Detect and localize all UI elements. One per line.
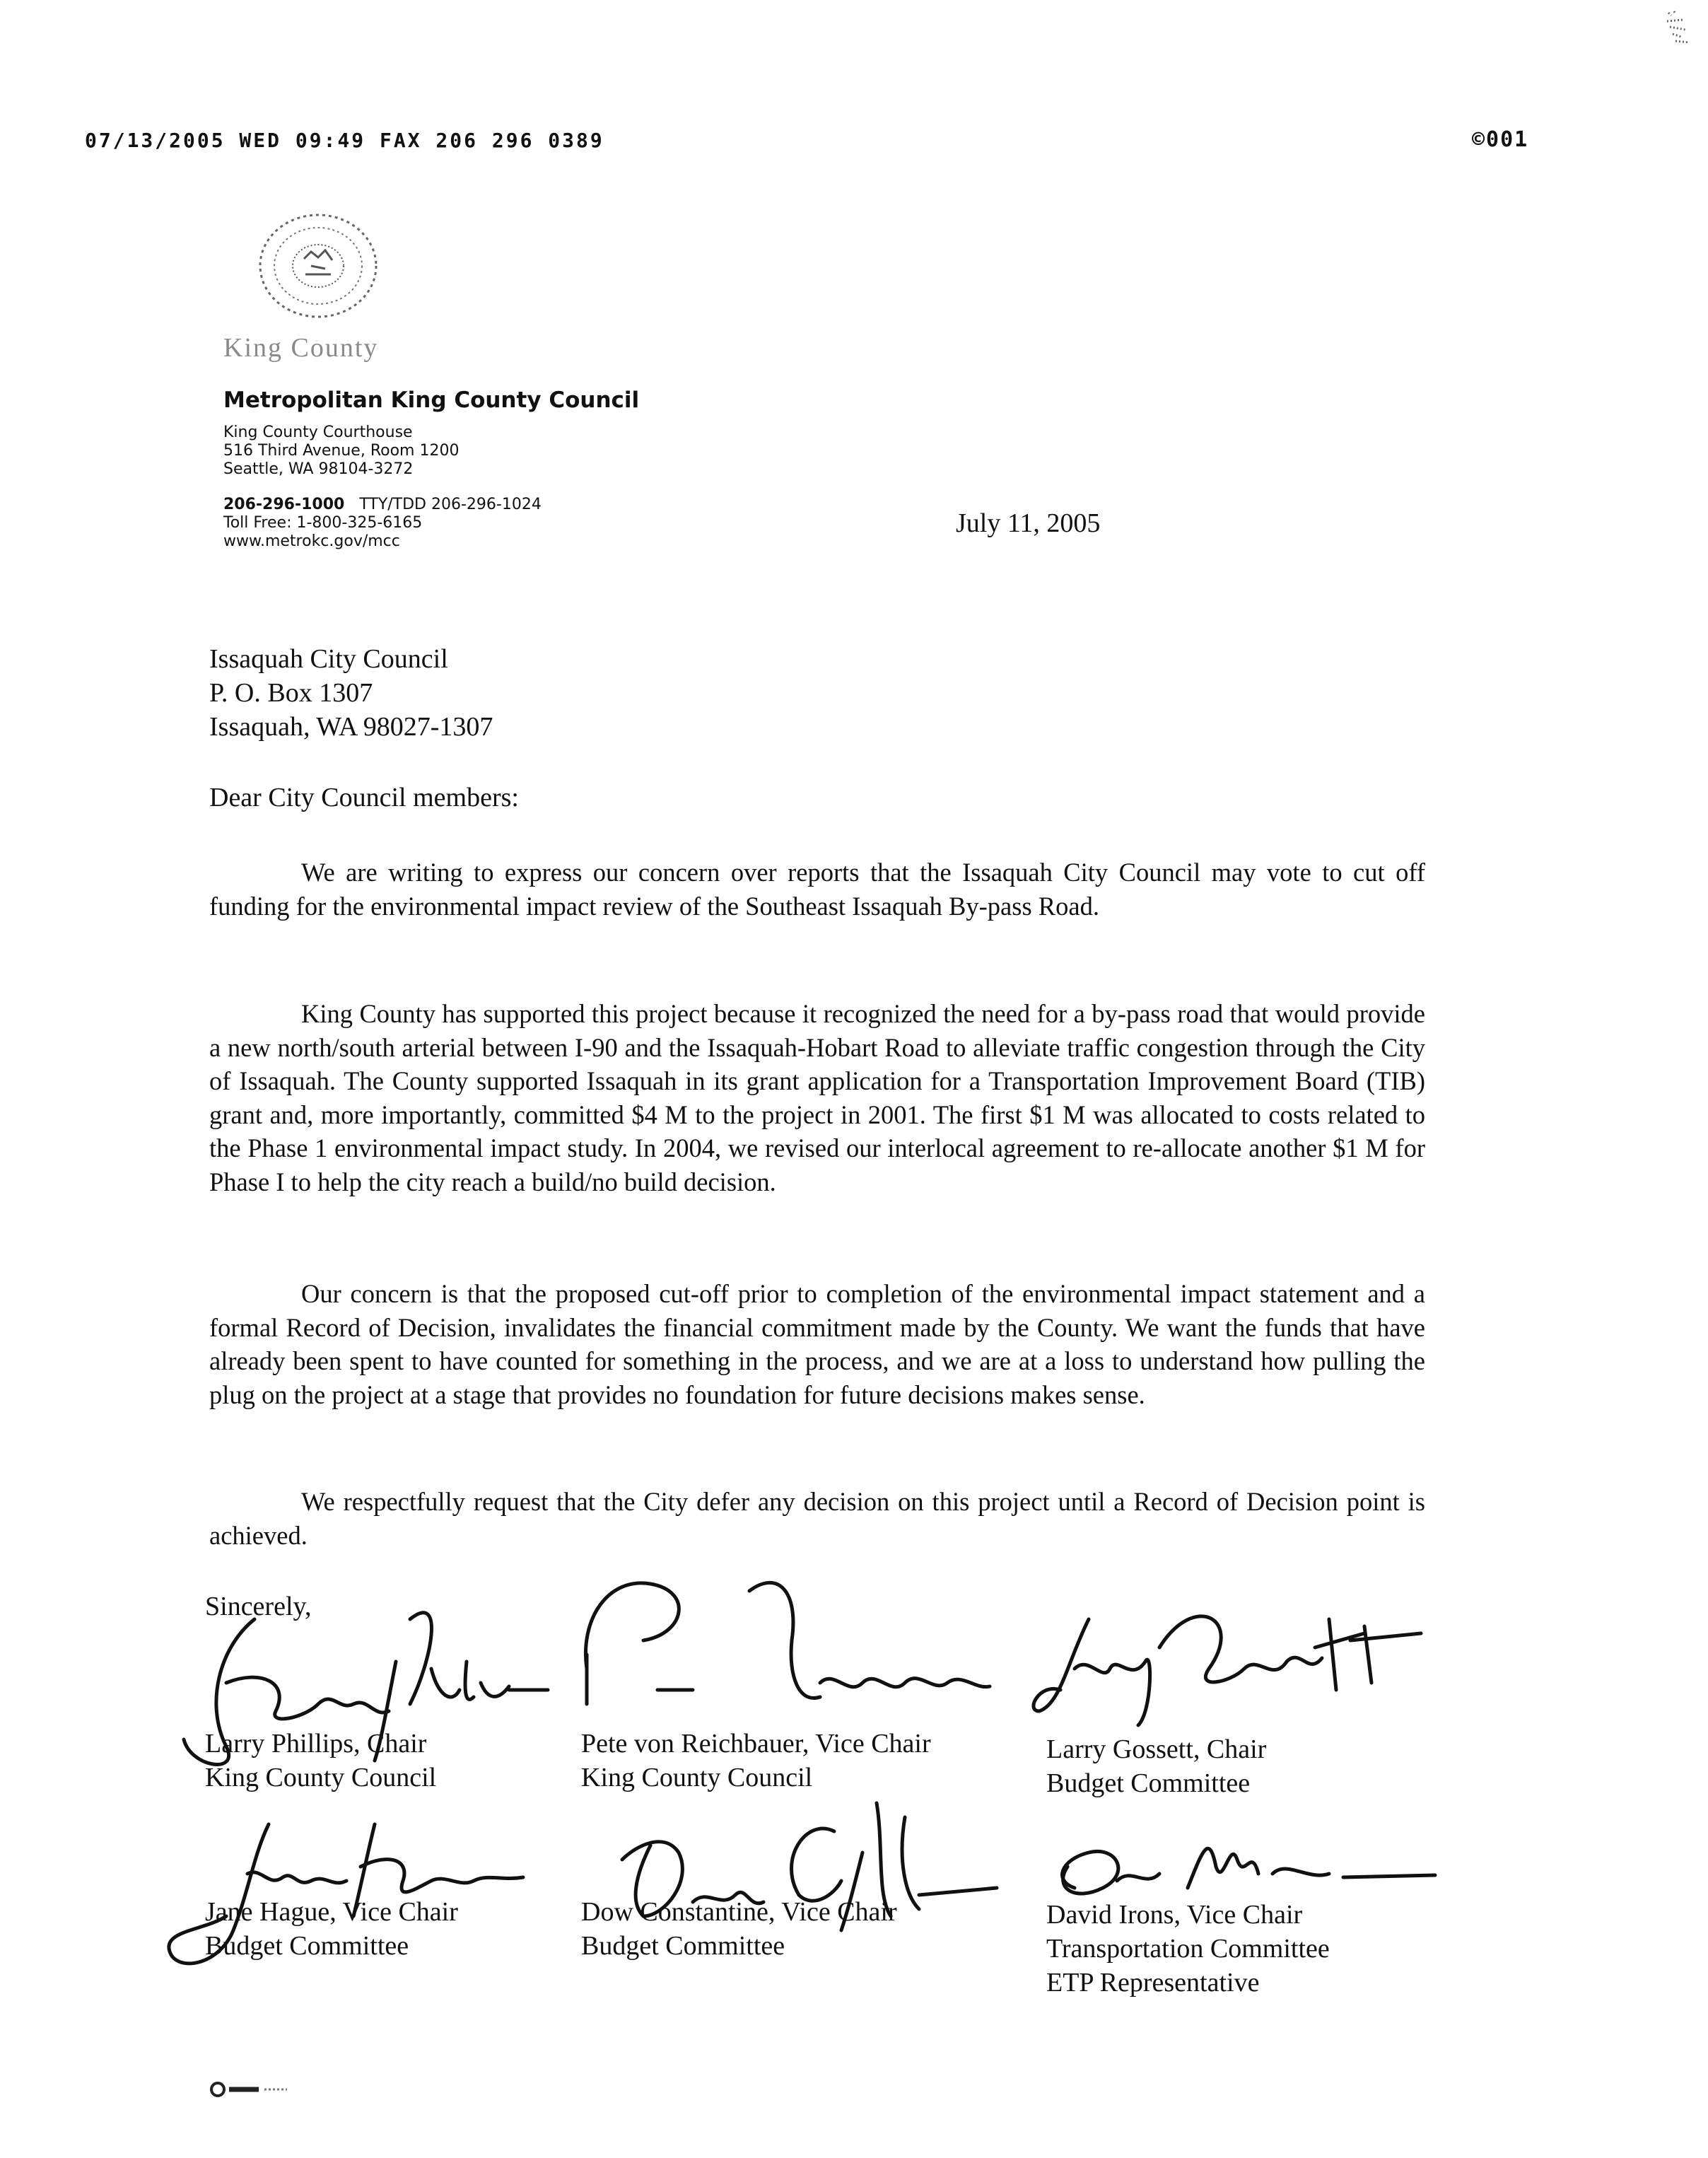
signatory-title: Budget Committee bbox=[581, 1931, 785, 1961]
closing: Sincerely, bbox=[205, 1592, 312, 1621]
website-url: www.metrokc.gov/mcc bbox=[223, 532, 400, 550]
county-seal-logo bbox=[247, 209, 389, 322]
county-logo-wordmark: King County bbox=[223, 333, 379, 363]
letter-date: July 11, 2005 bbox=[956, 508, 1101, 538]
signatory-block bbox=[1046, 1898, 1330, 2000]
body-paragraph: We respectfully request that the City defer any decision on this project until a Record of Decision point is achieved. bbox=[209, 1487, 1425, 1550]
signature-larry-gossett bbox=[1032, 1591, 1428, 1732]
signature-pete-von-reichbauer bbox=[566, 1563, 1004, 1718]
address-phone-line bbox=[223, 495, 542, 515]
signatory-name: Jane Hague, Vice Chair bbox=[205, 1897, 458, 1927]
body-paragraph: King County has supported this project because it recognized the need for a by-pass road that would provide a new north/south arterial between I-90 and the Issaquah-Hobart Road to alleviate traffic congestion through the City of Issaquah. The County supported Issaquah in its grant application for a Transportation Improvement Board (TIB) grant and, more importantly, committed $4 M to the project in 2001. The first $1 M was allocated to costs related to the Phase 1 environmental impact study. In 2004, we revised our interlocal agreement to re-allocate another $1 M for Phase I to help the city reach a build/no build decision. bbox=[209, 999, 1425, 1196]
recipient-city: Issaquah, WA 98027-1307 bbox=[209, 712, 493, 742]
signatory-block bbox=[581, 1895, 897, 1963]
organization-name: Metropolitan King County Council bbox=[223, 387, 640, 413]
signatory-name: Larry Gossett, Chair bbox=[1046, 1734, 1267, 1764]
salutation: Dear City Council members: bbox=[209, 783, 519, 812]
signature-david-irons bbox=[1046, 1824, 1442, 1909]
scan-noise-mark bbox=[1661, 6, 1692, 48]
tty-number: TTY/TDD 206-296-1024 bbox=[359, 496, 542, 513]
signatory-title-secondary: ETP Representative bbox=[1046, 1968, 1260, 1997]
toll-free-number: Toll Free: 1-800-325-6165 bbox=[223, 514, 423, 532]
signatory-title: King County Council bbox=[581, 1763, 813, 1792]
signatory-block bbox=[205, 1895, 458, 1963]
phone-number: 206-296-1000 bbox=[223, 496, 345, 513]
signatory-block bbox=[1046, 1732, 1266, 1800]
address-street: 516 Third Avenue, Room 1200 bbox=[223, 442, 460, 460]
address-building: King County Courthouse bbox=[223, 424, 413, 441]
signatory-block bbox=[205, 1727, 436, 1795]
signatory-name: David Irons, Vice Chair bbox=[1046, 1900, 1303, 1930]
recycled-paper-icon bbox=[209, 2079, 294, 2100]
body-paragraph: We are writing to express our concern over reports that the Issaquah City Council may vote to cut off funding for the environmental impact review of the Southeast Issaquah By-pass Road. bbox=[209, 858, 1425, 921]
recipient-po-box: P. O. Box 1307 bbox=[209, 678, 373, 708]
signatory-name: Larry Phillips, Chair bbox=[205, 1729, 427, 1759]
fax-page-number: ©001 bbox=[1472, 127, 1529, 152]
recipient-name: Issaquah City Council bbox=[209, 644, 448, 674]
address-city: Seattle, WA 98104-3272 bbox=[223, 460, 414, 478]
signatory-title: Budget Committee bbox=[1046, 1768, 1251, 1798]
signatory-name: Dow Constantine, Vice Chair bbox=[581, 1897, 897, 1927]
signatory-name: Pete von Reichbauer, Vice Chair bbox=[581, 1729, 931, 1759]
signatory-title: Budget Committee bbox=[205, 1931, 409, 1961]
signatory-title: King County Council bbox=[205, 1763, 437, 1792]
fax-header-line: 07/13/2005 WED 09:49 FAX 206 296 0389 bbox=[85, 129, 604, 152]
body-paragraph: Our concern is that the proposed cut-off prior to completion of the environmental impact statement and a formal Record of Decision, invalidates the financial commitment made by the County. We want the funds that have already been spent to have counted for something in the process, and we are at a loss to understand how pulling the plug on the project at a stage that provides no foundation for future decisions makes sense. bbox=[209, 1279, 1425, 1409]
signatory-block bbox=[581, 1727, 931, 1795]
signatory-title: Transportation Committee bbox=[1046, 1934, 1330, 1964]
